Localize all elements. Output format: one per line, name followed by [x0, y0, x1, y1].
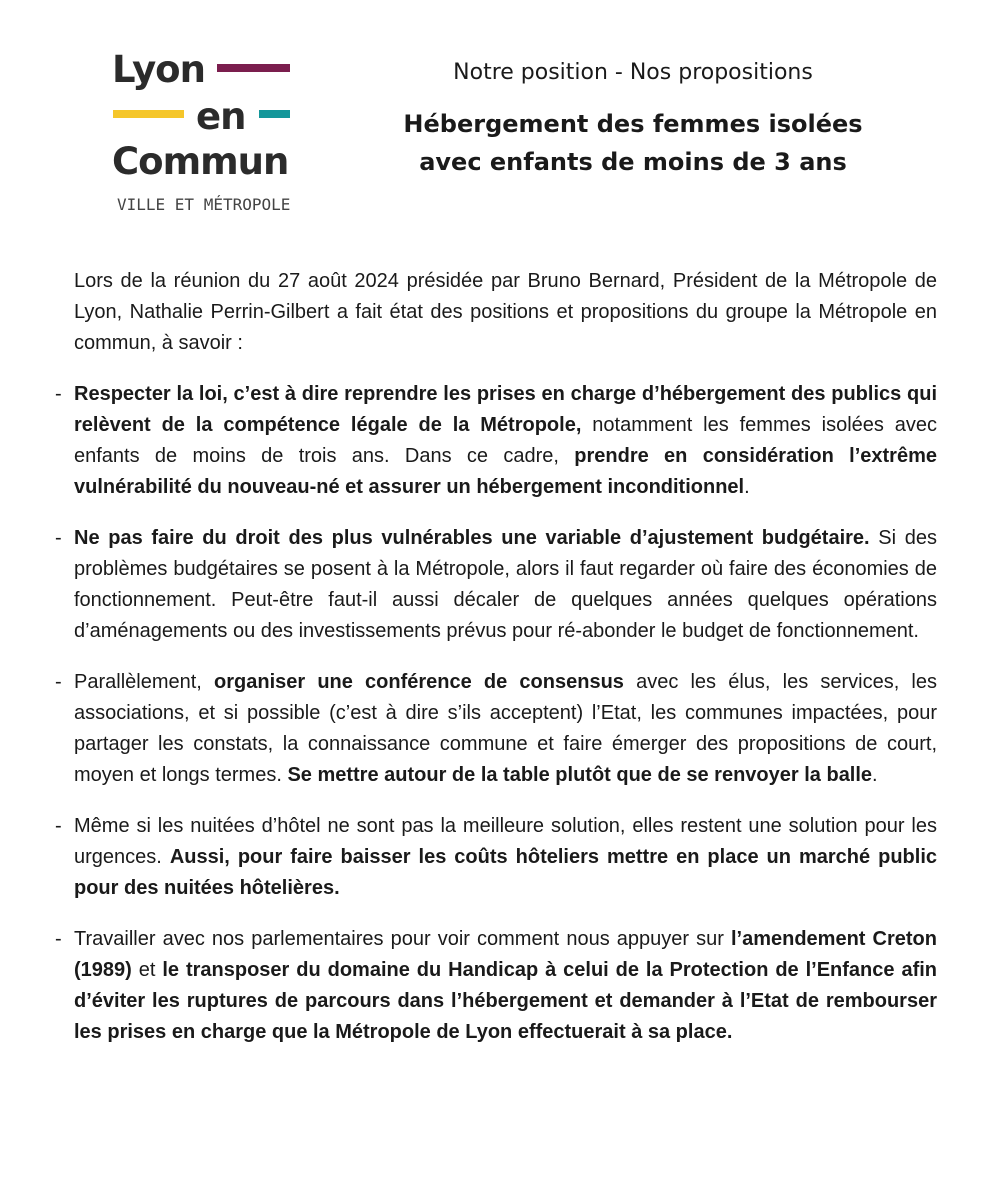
document-body — [55, 266, 937, 1068]
logo-word-en: en — [196, 95, 246, 138]
list-dash: - — [55, 671, 62, 693]
bold-text: l’amendement Creton (1989) — [74, 928, 937, 981]
bold-text: Se mettre autour de la table plutôt que de se renvoyer la balle — [287, 764, 873, 786]
list-dash: - — [55, 928, 62, 950]
logo-plum-bar — [217, 64, 290, 72]
logo-teal-bar — [259, 110, 290, 118]
body-text: Si des problèmes budgétaires se posent à la Métropole, alors il faut regarder où faire des économies de fonctionnement. Peut-être faut-il aussi décaler de quelques années quelques opérations d’aménagements ou des investissements prévus pour ré-abonder le budget de fonctionnement. — [74, 527, 937, 642]
logo-word-commun: Commun — [112, 140, 289, 183]
body-text: Parallèlement, — [74, 671, 215, 693]
proposal-item — [55, 811, 937, 904]
bold-text: Respecter la loi, c’est à dire reprendre les prises en charge d’hébergement des publics qui relèvent de la compétence légale de la Métropole, — [74, 383, 937, 436]
logo-subtitle: VILLE ET MÉTROPOLE — [117, 195, 291, 214]
proposal-item — [55, 667, 937, 791]
body-text: Travailler avec nos parlementaires pour voir comment nous appuyer sur — [74, 928, 731, 950]
document-header — [383, 60, 883, 181]
document-title — [383, 105, 883, 181]
bold-text: Ne pas faire du droit des plus vulnérables une variable d’ajustement budgétaire. — [74, 527, 870, 549]
proposal-item — [55, 379, 937, 503]
bold-text: organiser une conférence de consensus — [214, 671, 624, 693]
bold-text: prendre en considération l’extrême vulnérabilité du nouveau-né et assurer un hébergement inconditionnel — [74, 445, 937, 498]
list-dash: - — [55, 527, 62, 549]
bold-text: le transposer du domaine du Handicap à celui de la Protection de l’Enfance afin d’éviter les ruptures de parcours dans l’hébergement et demander à l’Etat de rembourser les prises en charge que la Métropole de Lyon effectuerait à sa place. — [74, 959, 938, 1043]
body-text: . — [872, 764, 878, 786]
title-line-1: Hébergement des femmes isolées — [403, 110, 863, 138]
body-text: notamment les femmes isolées avec enfants de moins de trois ans. Dans ce cadre, — [74, 414, 937, 467]
proposal-item — [55, 924, 937, 1048]
body-text: . — [744, 476, 750, 498]
body-text: et — [131, 959, 163, 981]
header-kicker: Notre position - Nos propositions — [453, 60, 813, 85]
list-dash: - — [55, 383, 62, 405]
intro-paragraph: Lors de la réunion du 27 août 2024 présidée par Bruno Bernard, Président de la Métropole de Lyon, Nathalie Perrin-Gilbert a fait état des positions et propositions du groupe la Métropole en commun, à savoir : — [74, 270, 937, 354]
list-dash: - — [55, 815, 62, 837]
lyon-en-commun-logo — [110, 48, 310, 228]
logo-yellow-bar — [113, 110, 184, 118]
bold-text: Aussi, pour faire baisser les coûts hôteliers mettre en place un marché public pour des nuitées hôtelières. — [74, 846, 937, 899]
body-text: avec les élus, les services, les associations, et si possible (c’est à dire s’ils acceptent) l’Etat, les communes impactées, pour partager les constats, la connaissance commune et faire émerger des propositions de court, moyen et longs termes. — [74, 671, 937, 786]
logo-word-lyon: Lyon — [112, 48, 205, 91]
title-line-2: avec enfants de moins de 3 ans — [419, 148, 847, 176]
proposal-list — [55, 379, 937, 1048]
body-text: Même si les nuitées d’hôtel ne sont pas la meilleure solution, elles restent une solution pour les urgences. — [74, 815, 937, 868]
proposal-item — [55, 523, 937, 647]
